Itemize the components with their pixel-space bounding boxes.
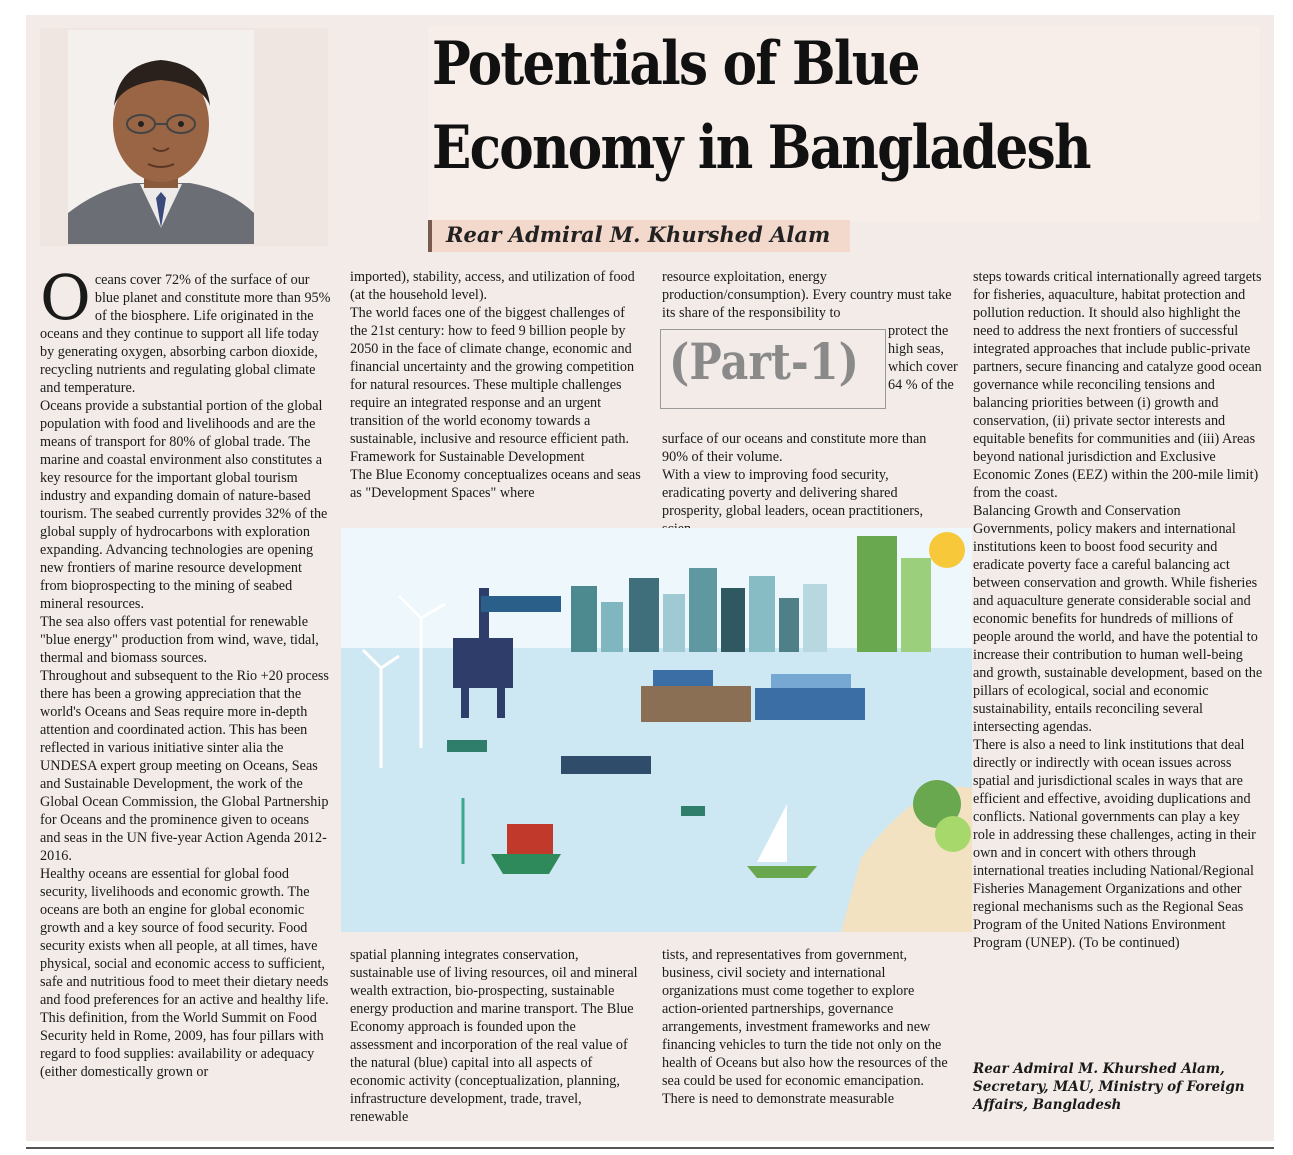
column-4	[973, 268, 1265, 952]
signature-line: Secretary, MAU, Ministry of Foreign	[973, 1079, 1245, 1095]
signature-line: Rear Admiral M. Khurshed Alam,	[973, 1061, 1225, 1077]
paragraph: Governments, policy makers and international institutions keen to boost food security and eradicate poverty face a careful balancing act between conservation and growth. While fisheries and aquaculture generate considerable social and economic benefits for hundreds of millions of people around the world, and have the potential to increase their contribution to human well-being and growth, sustainable development, based on the pillars of ecological, social and economic sustainability, entails reconciling several intersecting agendas.	[973, 521, 1263, 735]
column-3-side-text	[888, 322, 958, 394]
paragraph: protect the high seas, which cover 64 % of the	[888, 323, 958, 393]
bottom-rule	[26, 1147, 1274, 1149]
column-3-bottom	[662, 946, 954, 1108]
headline-line-2: Economy in Bangladesh	[432, 113, 1090, 183]
byline-text: Rear Admiral M. Khurshed Alam	[446, 222, 831, 247]
paragraph	[40, 261, 332, 397]
paragraph: The world faces one of the biggest challenges of the 21st century: how to feed 9 billion people by 2050 in the face of climate change, economic and financial uncertainty and the growing competition for natural resources. These multiple challenges require an integrated response and an urgent transition of the world economy towards a sustainable, inclusive and resource efficient path.	[350, 305, 635, 447]
paragraph: spatial planning integrates conservation, sustainable use of living resources, oil and mineral wealth extraction, bio-prospecting, sustainable energy production and marine transport. The Blue Economy approach is founded upon the assessment and incorporation of the real value of the natural (blue) capital into all aspects of economic activity (conceptualization, planning, infrastructure development, trade, travel, renewable	[350, 947, 638, 1125]
paragraph: Oceans provide a substantial portion of the global population with food and livelihoods and are the means of transport for 80% of global trade. The marine and coastal environment also constitutes a key resource for the important global tourism industry and expanding domain of nature-based tourism. The seabed currently provides 32% of the global supply of hydrocarbons with exploration expanding. Advancing technologies are opening new frontiers of marine resource development from bioprospecting to the mining of seabed mineral resources.	[40, 398, 328, 612]
paragraph: Throughout and subsequent to the Rio +20 process there has been a growing appreciation that the world's Oceans and Seas require more in-depth attention and coordinated action. This has been reflected in various initiative sinter alia the UNDESA expert group meeting on Oceans, Seas and Sustainable Development, the work of the Global Ocean Commission, the Global Partnership for Oceans and the prominence given to oceans and seas in the UN five-year Action Agenda 2012-2016.	[40, 668, 329, 864]
author-signature	[973, 1060, 1253, 1114]
paragraph: surface of our oceans and constitute more than 90% of their volume.	[662, 431, 927, 465]
blue-economy-illustration	[341, 528, 972, 932]
paragraph: With a view to improving food security, eradicating poverty and delivering shared prosperity, global leaders, ocean practitioners,	[662, 467, 924, 519]
part-label-box	[660, 329, 886, 409]
column-3-top	[662, 268, 954, 322]
subheading: Balancing Growth and Conservation	[973, 503, 1181, 519]
byline-banner	[428, 220, 850, 252]
column-2-bottom	[350, 946, 642, 1126]
signature-line: Affairs, Bangladesh	[973, 1097, 1122, 1113]
column-3-middle	[662, 430, 954, 538]
author-photo	[40, 28, 328, 246]
paragraph-text: ceans cover 72% of the surface of our blue planet and constitute more than 95% of the biosphere. Life originated in the oceans and they continue to support all life today by generating oxygen, absorbing carbon dioxide, recycling nutrients and regulating global climate and temperature.	[40, 272, 331, 396]
paragraph: The Blue Economy conceptualizes oceans and seas as "Development Spaces" where	[350, 467, 641, 501]
column-1	[40, 261, 332, 1081]
paragraph: steps towards critical internationally agreed targets for fisheries, aquaculture, habitat protection and pollution reduction. It should also highlight the need to address the next frontiers of successful integrated approaches that include public-private partners, secure financing and catalyze good ocean governance while reconciling tensions and balancing priorities between (i) growth and conservation, (ii) private sector interests and equitable benefits for communities and (iii) Areas beyond national jurisdiction and Exclusive Economic Zones (EEZ) within the 200-mile limit) from the coast.	[973, 269, 1262, 501]
paragraph: There is also a need to link institutions that deal directly or indirectly with ocean issues across spatial and jurisdictional scales in ways that are efficient and effective, avoiding duplications and conflicts. National governments can play a key role in addressing these challenges, acting in their own and in concert with others through international treaties including National/Regional Fisheries Management Organizations and other regional mechanisms such as the Regional Seas Program of the United Nations Environment Program (UNEP). (To be continued)	[973, 737, 1256, 951]
drop-cap: O	[40, 261, 91, 334]
paragraph: tists, and representatives from government, business, civil society and international organizations must come together to explore action-oriented partnerships, governance arrangements, investment frameworks and new financing vehicles to turn the tide not only on the health of Oceans but also how the resources of the sea could be used for economic emancipation.	[662, 947, 948, 1089]
paragraph: imported), stability, access, and utilization of food (at the household level).	[350, 269, 635, 303]
paragraph: The sea also offers vast potential for renewable "blue energy" production from wind, wave, tidal, thermal and biomass sources.	[40, 614, 319, 666]
paragraph: resource exploitation, energy production/consumption). Every country must take its share of the responsibility to	[662, 269, 952, 321]
headline	[432, 22, 1258, 190]
part-label: (Part-1)	[669, 332, 860, 391]
column-2-top	[350, 268, 642, 502]
subheading: Framework for Sustainable Development	[350, 449, 585, 465]
paragraph: Healthy oceans are essential for global food security, livelihoods and economic growth. The oceans are both an engine for global economic growth and a key source of food security. Food security exists when all people, at all times, have physical, social and economic access to sufficient, safe and nutritious food to meet their dietary needs and food preferences for an active and healthy life. This definition, from the World Summit on Food Security held in Rome, 2009, has four pillars with regard to food supplies: availability or adequacy (either domestically grown or	[40, 866, 329, 1080]
headline-line-1: Potentials of Blue	[432, 29, 919, 99]
paragraph: There is need to demonstrate measurable	[662, 1091, 895, 1107]
